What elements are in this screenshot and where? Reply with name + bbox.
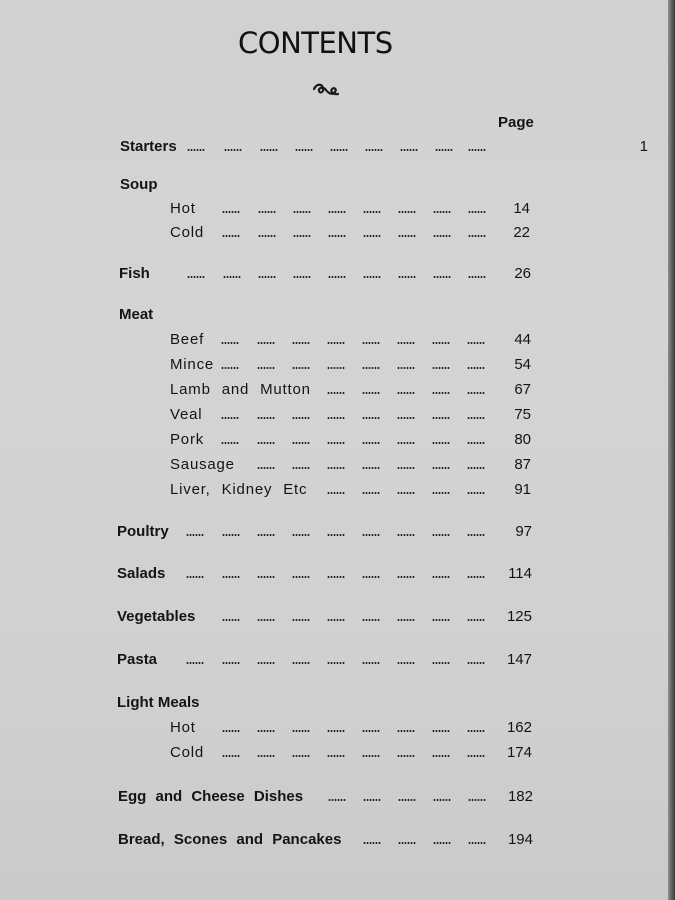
leader-dots [432,730,450,732]
leader-dots [467,417,485,419]
leader-dots [400,149,418,151]
toc-entry-page: 1 [639,138,648,155]
leader-dots [257,367,275,369]
leader-dots [327,755,345,757]
toc-entry-bread-scones-pancakes[interactable] [118,829,533,851]
leader-dots [186,662,204,664]
toc-entry-label: Pork [170,431,205,448]
toc-entry-page: 162 [506,719,532,736]
leader-dots [292,662,310,664]
leader-dots [292,417,310,419]
leader-dots [363,842,381,844]
toc-entry-page: 22 [513,224,530,241]
leader-dots [467,755,485,757]
toc-entry-soup-hot[interactable] [170,198,530,220]
leader-dots [467,467,485,469]
leader-dots [257,730,275,732]
toc-entry-label: Liver, Kidney Etc [170,481,308,498]
leader-dots [397,619,415,621]
leader-dots [327,417,345,419]
leader-dots [397,367,415,369]
leader-dots [362,467,380,469]
toc-entry-label: Soup [120,176,158,193]
leader-dots [327,367,345,369]
dot-leaders [170,354,658,376]
leader-dots [467,492,485,494]
toc-entry-page: 80 [514,431,531,448]
dot-leaders [170,222,658,244]
leader-dots [257,534,275,536]
toc-entry-meat [119,304,319,326]
leader-dots [187,149,205,151]
toc-entry-page: 14 [513,200,530,217]
toc-entry-label: Fish [119,265,150,282]
dot-leaders [170,198,658,220]
leader-dots [363,211,381,213]
leader-dots [433,842,451,844]
toc-entry-label: Egg and Cheese Dishes [118,788,304,805]
leader-dots [362,755,380,757]
leader-dots [292,442,310,444]
leader-dots [328,276,346,278]
leader-dots [468,211,486,213]
leader-dots [327,619,345,621]
toc-entry-soup-cold[interactable] [170,222,530,244]
toc-entry-label: Mince [170,356,215,373]
leader-dots [362,534,380,536]
leader-dots [433,211,451,213]
toc-entry-label: Meat [119,306,154,323]
leader-dots [327,662,345,664]
toc-entry-egg-and-cheese[interactable] [118,786,533,808]
toc-entry-page: 114 [508,565,532,582]
leader-dots [467,342,485,344]
leader-dots [292,730,310,732]
leader-dots [257,342,275,344]
leader-dots [467,534,485,536]
toc-entry-meat-liver-kidney[interactable] [170,479,531,501]
toc-entry-page: 44 [514,331,531,348]
leader-dots [257,442,275,444]
leader-dots [363,276,381,278]
leader-dots [186,534,204,536]
leader-dots [362,492,380,494]
leader-dots [467,576,485,578]
leader-dots [432,576,450,578]
toc-entry-label: Lamb and Mutton [170,381,311,398]
toc-entry-light-meals [117,692,337,714]
leader-dots [397,392,415,394]
dot-leaders [170,329,658,351]
leader-dots [362,417,380,419]
toc-entry-page: 75 [514,406,531,423]
toc-entry-pasta[interactable] [117,649,532,671]
leader-dots [222,211,240,213]
leader-dots [327,730,345,732]
leader-dots [327,442,345,444]
dot-leaders [170,479,658,501]
leader-dots [468,149,486,151]
leader-dots [398,842,416,844]
leader-dots [328,799,346,801]
leader-dots [327,467,345,469]
leader-dots [222,534,240,536]
toc-entry-label: Light Meals [117,694,200,711]
toc-entry-page: 91 [514,481,531,498]
leader-dots [328,211,346,213]
leader-dots [258,235,276,237]
leader-dots [362,619,380,621]
leader-dots [468,235,486,237]
leader-dots [397,576,415,578]
leader-dots [432,755,450,757]
toc-entry-meat-mince[interactable] [170,354,531,376]
leader-dots [467,662,485,664]
dot-leaders [170,717,658,739]
leader-dots [292,467,310,469]
leader-dots [362,392,380,394]
leader-dots [432,367,450,369]
leader-dots [397,417,415,419]
leader-dots [362,342,380,344]
toc-entry-meat-pork[interactable] [170,429,531,451]
leader-dots [186,576,204,578]
dot-leaders [120,136,608,158]
leader-dots [258,276,276,278]
toc-entry-meat-veal[interactable] [170,404,531,426]
toc-entry-label: Vegetables [117,608,196,625]
toc-entry-label: Sausage [170,456,235,473]
leader-dots [292,342,310,344]
toc-entry-light-meals-hot[interactable] [170,717,532,739]
toc-entry-label: Starters [120,138,177,155]
toc-entry-label: Pasta [117,651,158,668]
leader-dots [362,442,380,444]
leader-dots [433,276,451,278]
leader-dots [362,662,380,664]
leader-dots [362,576,380,578]
dot-leaders [170,742,658,764]
toc-entry-page: 26 [514,265,531,282]
leader-dots [327,576,345,578]
leader-dots [432,342,450,344]
leader-dots [432,662,450,664]
toc-entry-page: 174 [506,744,532,761]
leader-dots [221,442,239,444]
toc-entry-page: 87 [514,456,531,473]
leader-dots [222,619,240,621]
leader-dots [257,467,275,469]
leader-dots [397,730,415,732]
toc-entry-label: Cold [170,224,205,241]
toc-entry-page: 125 [506,608,532,625]
toc-entry-page: 147 [506,651,532,668]
leader-dots [258,211,276,213]
toc-entry-label: Cold [170,744,205,761]
dot-leaders [170,404,658,426]
leader-dots [257,417,275,419]
leader-dots [433,235,451,237]
leader-dots [432,442,450,444]
leader-dots [328,235,346,237]
leader-dots [257,755,275,757]
leader-dots [432,392,450,394]
leader-dots [295,149,313,151]
leader-dots [292,534,310,536]
toc-entry-soup [120,174,320,196]
leader-dots [397,442,415,444]
toc-entry-label: Bread, Scones and Pancakes [118,831,342,848]
leader-dots [293,235,311,237]
leader-dots [467,442,485,444]
leader-dots [223,276,241,278]
leader-dots [257,619,275,621]
leader-dots [363,235,381,237]
toc-entry-label: Hot [170,719,196,736]
leader-dots [187,276,205,278]
leader-dots [327,534,345,536]
leader-dots [397,755,415,757]
leader-dots [222,662,240,664]
leader-dots [293,276,311,278]
page-title: CONTENTS [238,26,393,60]
leader-dots [221,417,239,419]
flourish-ornament-icon [311,80,341,102]
leader-dots [432,492,450,494]
dot-leaders [170,379,658,401]
leader-dots [362,367,380,369]
toc-entry-label: Salads [117,565,166,582]
toc-entry-light-meals-cold[interactable] [170,742,532,764]
leader-dots [432,417,450,419]
leader-dots [222,576,240,578]
leader-dots [467,367,485,369]
toc-entry-label: Poultry [117,523,169,540]
leader-dots [467,730,485,732]
leader-dots [398,235,416,237]
leader-dots [327,392,345,394]
leader-dots [397,534,415,536]
toc-entry-label: Hot [170,200,196,217]
leader-dots [221,367,239,369]
leader-dots [398,276,416,278]
leader-dots [293,211,311,213]
leader-dots [221,342,239,344]
leader-dots [432,534,450,536]
leader-dots [292,619,310,621]
leader-dots [292,367,310,369]
leader-dots [433,799,451,801]
leader-dots [468,842,486,844]
toc-entry-page: 182 [507,788,533,805]
leader-dots [330,149,348,151]
leader-dots [363,799,381,801]
page-edge-shadow [668,0,675,900]
toc-entry-meat-lamb-and-mutton[interactable] [170,379,531,401]
toc-entry-page: 194 [507,831,533,848]
leader-dots [222,235,240,237]
leader-dots [260,149,278,151]
leader-dots [432,619,450,621]
leader-dots [398,799,416,801]
leader-dots [222,755,240,757]
dot-leaders [119,263,607,285]
leader-dots [397,492,415,494]
toc-entry-page: 54 [514,356,531,373]
leader-dots [432,467,450,469]
toc-entry-salads[interactable] [117,563,532,585]
leader-dots [327,342,345,344]
leader-dots [397,342,415,344]
dot-leaders [170,454,658,476]
toc-entry-meat-beef[interactable] [170,329,531,351]
toc-entry-meat-sausage[interactable] [170,454,531,476]
leader-dots [327,492,345,494]
leader-dots [435,149,453,151]
leader-dots [224,149,242,151]
leader-dots [467,619,485,621]
leader-dots [468,276,486,278]
leader-dots [292,755,310,757]
leader-dots [468,799,486,801]
leader-dots [365,149,383,151]
dot-leaders [170,429,658,451]
toc-entry-label: Beef [170,331,205,348]
toc-entry-starters[interactable] [120,136,650,158]
toc-entry-fish[interactable] [119,263,531,285]
leader-dots [397,467,415,469]
leader-dots [467,392,485,394]
leader-dots [292,576,310,578]
leader-dots [257,662,275,664]
toc-entry-label: Veal [170,406,203,423]
toc-entry-page: 67 [514,381,531,398]
leader-dots [257,576,275,578]
leader-dots [398,211,416,213]
leader-dots [362,730,380,732]
page-column-header: Page [498,114,534,131]
leader-dots [222,730,240,732]
leader-dots [397,662,415,664]
toc-entry-poultry[interactable] [117,521,532,543]
toc-entry-page: 97 [515,523,532,540]
toc-entry-vegetables[interactable] [117,606,532,628]
